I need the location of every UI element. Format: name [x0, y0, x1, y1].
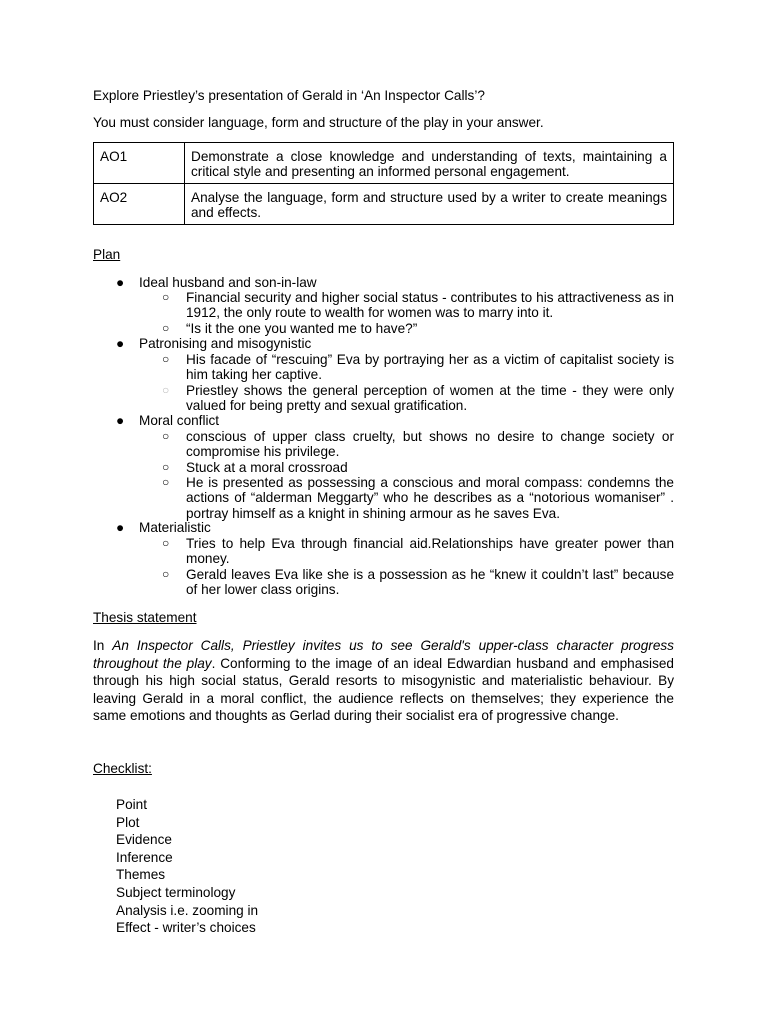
plan-subpoint: Stuck at a moral crossroad [186, 460, 348, 475]
plan-subpoint: Financial security and higher social status - contributes to his attractiveness as in 1912, the only route to wealth for women was to marry into it. [186, 290, 674, 321]
plan-point-title: Moral conflict [139, 413, 220, 428]
checklist-item: Effect - writer’s choices [116, 920, 256, 936]
table-row [94, 184, 674, 225]
plan-subpoint: Priestley shows the general perception of women at the time - they were only valued for being pretty and sexual gratification. [186, 383, 674, 414]
checklist-item: Themes [116, 867, 166, 883]
thesis-intro: In [93, 638, 113, 653]
checklist-item: Evidence [116, 832, 172, 848]
thesis-rest: . Conforming to the image of an ideal Edwardian husband and emphasised through his high social status, Gerald resorts to misogynistic and materialistic behaviour. By leaving Gerald in a moral conflict, the audience reflects on themselves; they experience the same emotions and thoughts as Gerlad during their socialist era of progressive change. [93, 655, 674, 724]
checklist-item: Analysis i.e. zooming in [116, 902, 259, 918]
plan-subpoint: His facade of “rescuing” Eva by portraying her as a victim of capitalist society is him taking her captive. [186, 352, 674, 383]
thesis-heading: Thesis statement [93, 610, 197, 625]
circle-bullet-icon: ○ [162, 460, 170, 474]
plan-point-title: Ideal husband and son-in-law [139, 275, 317, 290]
plan-subpoint: conscious of upper class cruelty, but shows no desire to change society or compromise his privilege. [186, 429, 674, 460]
instruction-text: You must consider language, form and structure of the play in your answer. [93, 115, 544, 130]
plan-point-title: Patronising and misogynistic [139, 336, 312, 351]
ao-description: Demonstrate a close knowledge and understanding of texts, maintaining a critical style and presenting an informed personal engagement. [185, 143, 674, 184]
question-heading: Explore Priestley’s presentation of Gerald in ‘An Inspector Calls’? [93, 88, 485, 103]
bullet-icon: ● [116, 413, 125, 428]
checklist-item: Plot [116, 814, 140, 830]
circle-bullet-icon: ○ [162, 290, 170, 304]
thesis-paragraph [93, 637, 674, 725]
checklist-item: Point [116, 797, 147, 812]
plan-subpoint: Gerald leaves Eva like she is a possession as he “knew it couldn’t last” because of her lower class origins. [186, 567, 674, 598]
plan-heading: Plan [93, 247, 121, 262]
ao-description: Analyse the language, form and structure used by a writer to create meanings and effects. [185, 184, 674, 225]
plan-subpoint: “Is it the one you wanted me to have?” [186, 321, 418, 336]
circle-bullet-icon: ○ [162, 352, 170, 366]
checklist-item: Inference [116, 849, 173, 865]
assessment-objectives-table [93, 142, 674, 225]
checklist-heading: Checklist: [93, 761, 152, 776]
table-row [94, 143, 674, 184]
circle-bullet-icon: ○ [162, 383, 170, 397]
thesis-italic: An Inspector Calls, Priestley invites us to see Gerald's upper-class character progress throughout the play [93, 638, 674, 671]
ao-code: AO1 [94, 143, 185, 184]
circle-bullet-icon: ○ [162, 321, 170, 335]
plan-point-title: Materialistic [139, 520, 211, 535]
bullet-icon: ● [116, 336, 125, 351]
bullet-icon: ● [116, 275, 125, 290]
bullet-icon: ● [116, 520, 125, 535]
circle-bullet-icon: ○ [162, 429, 170, 443]
circle-bullet-icon: ○ [162, 567, 170, 581]
ao-code: AO2 [94, 184, 185, 225]
checklist [116, 796, 258, 937]
plan-subpoint: He is presented as possessing a conscious and moral compass: condemns the actions of “alderman Meggarty” who he describes as a “notorious womaniser” . portray himself as a knight in shining armour as he saves Eva. [186, 475, 674, 521]
checklist-item: Subject terminology [116, 884, 236, 900]
plan-subpoint: Tries to help Eva through financial aid.Relationships have greater power than money. [186, 536, 674, 567]
circle-bullet-icon: ○ [162, 536, 170, 550]
circle-bullet-icon: ○ [162, 475, 170, 489]
